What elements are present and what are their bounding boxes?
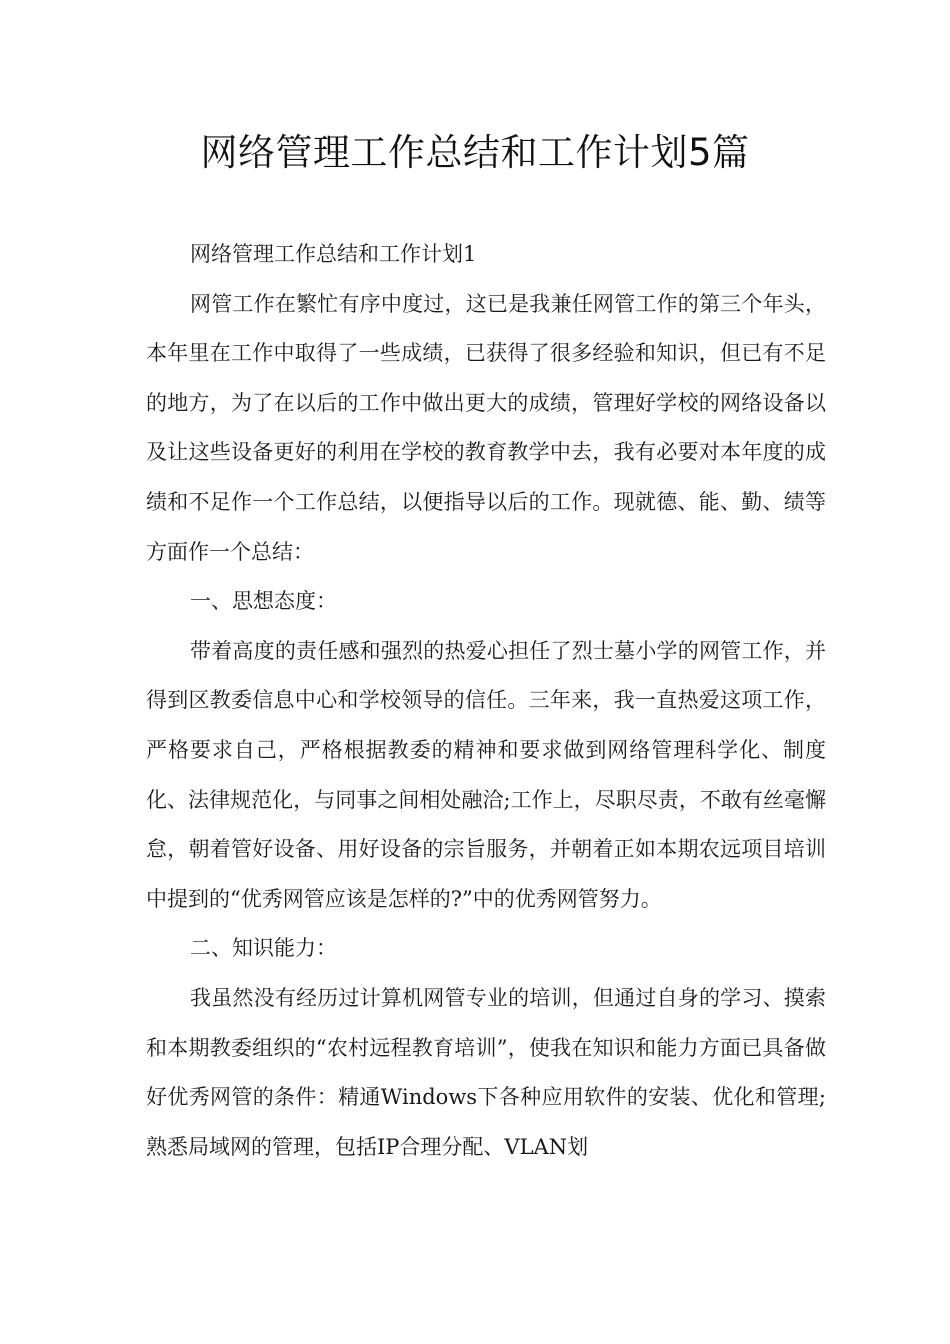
paragraph-attitude: 带着高度的责任感和强烈的热爱心担任了烈士墓小学的网管工作，并得到区教委信息中心和学校领导的信任。三年来，我一直热爱这项工作，严格要求自己，严格根据教委的精神和要求做到网络管理科学化、制度化、法律规范化，与同事之间相处融洽;工作上，尽职尽责，不敢有丝毫懈怠，朝着管好设备、用好设备的宗旨服务，并朝着正如本期农远项目培训中提到的“优秀网管应该是怎样的?”中的优秀网管努力。 — [146, 638, 826, 911]
section-heading-plan-1: 网络管理工作总结和工作计划1 — [190, 242, 477, 266]
paragraph-knowledge: 我虽然没有经历过计算机网管专业的培训，但通过自身的学习、摸索和本期教委组织的“农村远程教育培训”，使我在知识和能力方面已具备做好优秀网管的条件：精通Windows下各种应用软件的安装、优化和管理;熟悉局域网的管理，包括IP合理分配、VLAN划 — [146, 985, 826, 1159]
section-heading-attitude: 一、思想态度： — [190, 589, 337, 614]
section-heading-knowledge: 二、知识能力： — [190, 936, 337, 961]
document-title: 网络管理工作总结和工作计划5篇 — [200, 131, 750, 174]
paragraph-intro: 网管工作在繁忙有序中度过，这已是我兼任网管工作的第三个年头，本年里在工作中取得了一些成绩，已获得了很多经验和知识，但已有不足的地方，为了在以后的工作中做出更大的成绩，管理好学校的网络设备以及让这些设备更好的利用在学校的教育教学中去，我有必要对本年度的成绩和不足作一个工作总结，以便指导以后的工作。现就德、能、勤、绩等方面作一个总结： — [146, 291, 826, 564]
document-body — [146, 230, 826, 1172]
